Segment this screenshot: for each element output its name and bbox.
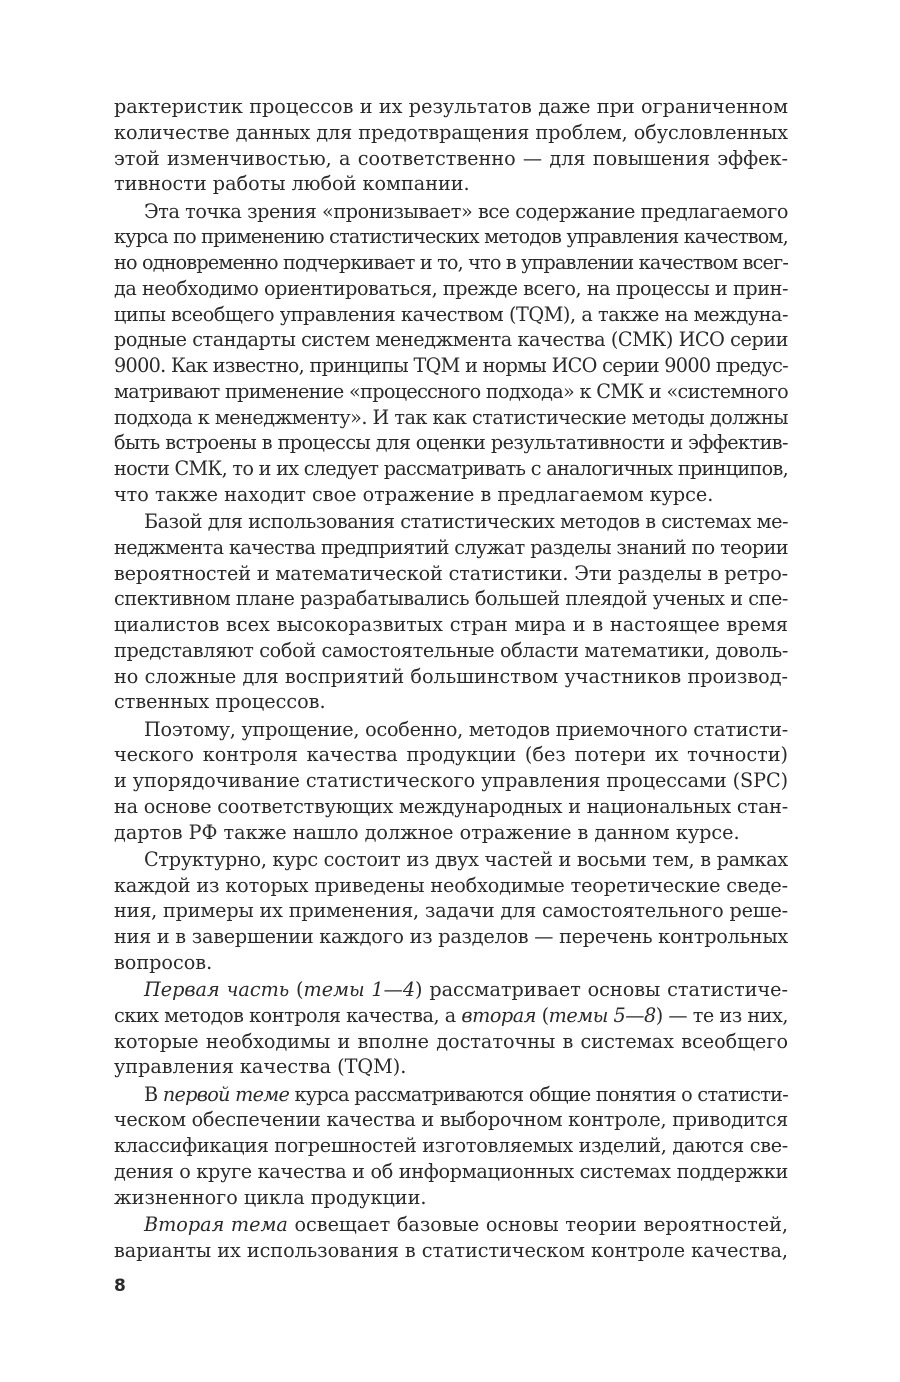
italic-term: темы 1—4	[303, 978, 416, 1001]
paragraph	[114, 1082, 788, 1211]
text-line: ципы всеобщего управления качеством (TQM), а также на междуна-	[114, 302, 788, 326]
page-body	[114, 94, 788, 1263]
text-line: Эта точка зрения «пронизывает» все содержание предлагаемого	[144, 199, 788, 223]
text-line: тивности работы любой компании.	[114, 172, 470, 196]
text-line: ния и в завершении каждого из разделов — перечень контрольных	[114, 925, 788, 948]
text-line: но сложные для восприятий большинством участников производ-	[114, 664, 788, 688]
paragraph	[114, 977, 788, 1080]
page-number: 8	[114, 1276, 126, 1296]
text-line: 9000. Как известно, принципы TQM и нормы ИСО серии 9000 предус-	[114, 354, 788, 377]
text-line: рактеристик процессов и их результатов даже при ограниченном	[114, 95, 788, 118]
text-line: курса по применению статистических методов управления качеством,	[114, 225, 788, 249]
text-line: Первая часть (темы 1—4) рассматривает основы статистиче-	[144, 978, 788, 1001]
text-line: вероятностей и математической статистики. Эти разделы в ретро-	[114, 561, 788, 585]
text-line: В первой теме курса рассматриваются общие понятия о статисти-	[144, 1082, 788, 1106]
text-line: вопросов.	[114, 950, 213, 974]
text-line: которые необходимы и вполне достаточны в системах всеобщего	[114, 1029, 788, 1053]
italic-term: темы 5—8	[548, 1003, 656, 1027]
italic-term: первой теме	[162, 1082, 290, 1106]
text-line: ских методов контроля качества, а вторая (темы 5—8) — те из них,	[114, 1003, 788, 1027]
paragraph	[114, 847, 788, 976]
italic-term: Вторая тема	[144, 1212, 288, 1236]
text-line: спективном плане разрабатывались большей плеядой ученых и спе-	[114, 587, 788, 611]
text-line: циалистов всех высокоразвитых стран мира и в настоящее время	[114, 613, 788, 636]
text-line: ческого контроля качества продукции (без потери их точности)	[114, 743, 788, 767]
paragraph	[114, 509, 788, 715]
text-line: ческом обеспечении качества и выборочном контроле, приводится	[114, 1108, 788, 1132]
text-line: Поэтому, упрощение, особенно, методов приемочного статисти-	[144, 717, 788, 741]
text-line: дения о круге качества и об информационных системах поддержки	[114, 1159, 788, 1183]
text-line: этой изменчивостью, а соответственно — для повышения эффек-	[114, 146, 788, 170]
paragraph	[114, 1212, 788, 1264]
text-line: но одновременно подчеркивает и то, что в управлении качеством всег-	[114, 251, 788, 274]
text-line: ния, примеры их применения, задачи для самостоятельного реше-	[114, 899, 788, 923]
text-line: представляют собой самостоятельные области математики, доволь-	[114, 638, 788, 662]
text-line: что также находит свое отражение в предлагаемом курсе.	[114, 482, 714, 506]
italic-term: вторая	[461, 1003, 536, 1027]
text-line: дартов РФ также нашло должное отражение в данном курсе.	[114, 820, 740, 844]
text-line: количестве данных для предотвращения проблем, обусловленных	[114, 120, 788, 144]
text-line: управления качества (TQM).	[114, 1055, 407, 1079]
text-line: да необходимо ориентироваться, прежде всего, на процессы и прин-	[114, 276, 788, 300]
text-line: классификация погрешностей изготовляемых изделий, даются све-	[114, 1134, 788, 1157]
text-line: матривают применение «процессного подхода» к СМК и «системного	[114, 379, 788, 403]
text-line: ственных процессов.	[114, 690, 326, 714]
text-line: Базой для использования статистических методов в системах ме-	[144, 510, 788, 533]
text-line: ности СМК, то и их следует рассматривать с аналогичных принципов,	[114, 457, 788, 480]
text-line: на основе соответствующих международных и национальных стан-	[114, 794, 788, 818]
text-line: жизненного цикла продукции.	[114, 1185, 427, 1209]
paragraph	[114, 94, 788, 197]
text-line: подхода к менеджменту». И так как статистические методы должны	[114, 405, 788, 429]
text-line: каждой из которых приведены необходимые теоретические сведе-	[114, 873, 788, 897]
text-line: неджмента качества предприятий служат разделы знаний по теории	[114, 535, 788, 559]
paragraph	[114, 199, 788, 508]
text-line: Вторая тема освещает базовые основы теории вероятностей,	[144, 1212, 788, 1236]
paragraph	[114, 717, 788, 846]
text-line: Структурно, курс состоит из двух частей и восьми тем, в рамках	[144, 847, 788, 871]
text-line: быть встроены в процессы для оценки результативности и эффектив-	[114, 431, 788, 455]
text-line: и упорядочивание статистического управления процессами (SPC)	[114, 769, 788, 792]
text-line: родные стандарты систем менеджмента качества (СМК) ИСО серии	[114, 328, 788, 352]
italic-term: Первая часть	[144, 978, 290, 1001]
text-line: варианты их использования в статистическом контроле качества,	[114, 1238, 788, 1262]
